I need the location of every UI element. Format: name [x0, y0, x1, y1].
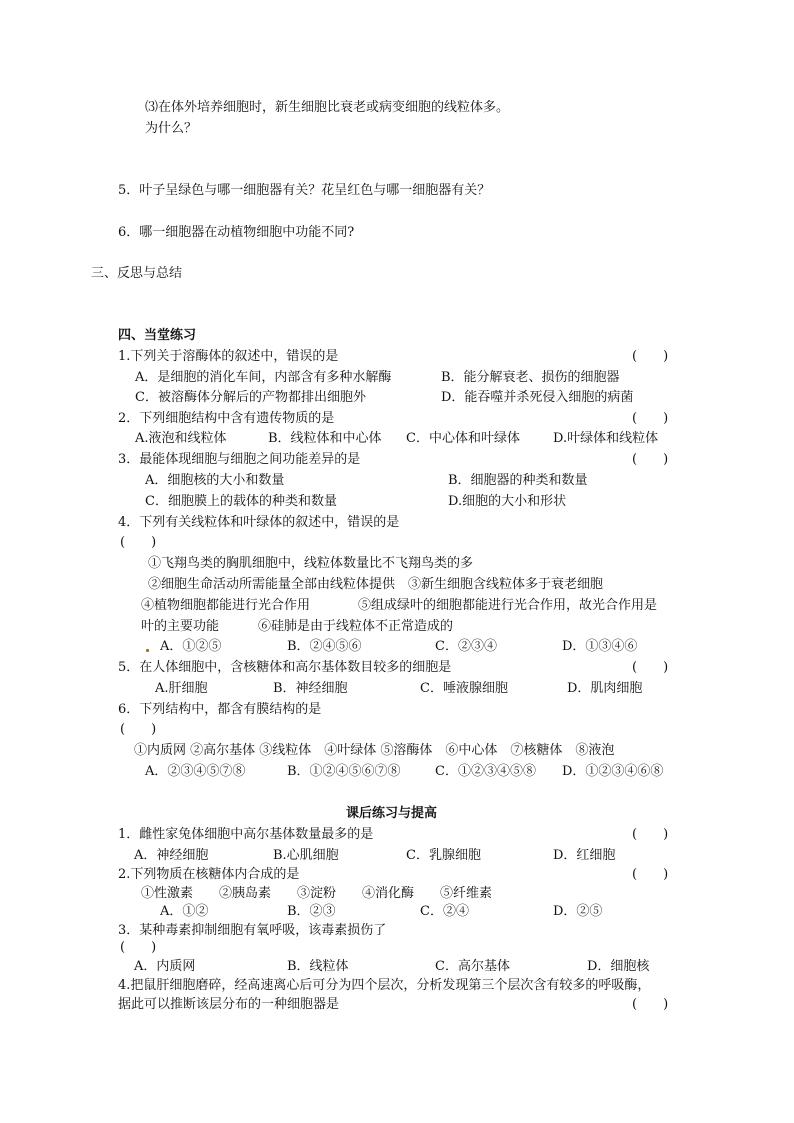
- question-3-line1: ⑶在体外培养细胞时，新生细胞比衰老或病变细胞的线粒体多。: [145, 100, 510, 115]
- section-4-heading: 四、当堂练习: [118, 328, 197, 343]
- s4-q5-stem: 5．在人体细胞中，含核糖体和高尔基体数目较多的细胞是: [118, 660, 452, 675]
- s4-q6-option-a: A．②③④⑤⑦⑧: [145, 764, 246, 779]
- stray-mark: [146, 649, 149, 652]
- s4-q4-statement-5-cont: 叶的主要功能: [141, 619, 220, 634]
- s4-q2-stem: 2．下列细胞结构中含有遗传物质的是: [118, 411, 335, 426]
- s4-q1-stem: 1.下列关于溶酶体的叙述中，错误的是: [118, 349, 339, 364]
- s4-q4-option-b: B．②④⑤⑥: [287, 639, 362, 654]
- answer-blank: ( ): [120, 722, 157, 737]
- answer-blank: ( ): [632, 827, 669, 842]
- s4-q4-statement-1: ①飞翔鸟类的胸肌细胞中，线粒体数量比不飞翔鸟类的多: [148, 556, 474, 571]
- s4-q4-stem: 4．下列有关线粒体和叶绿体的叙述中，错误的是: [118, 515, 400, 530]
- ac-q2-items: ①性激素 ②胰岛素 ③淀粉 ④消化酶 ⑤纤维素: [141, 886, 493, 901]
- s4-q6-option-b: B．①②④⑤⑥⑦⑧: [287, 764, 401, 779]
- s4-q3-option-d: D.细胞的大小和形状: [448, 494, 567, 509]
- ac-q1-option-c: C．乳腺细胞: [406, 848, 481, 863]
- answer-blank: ( ): [632, 349, 669, 364]
- ac-q3-option-a: A．内质网: [134, 959, 196, 974]
- ac-q4-line1: 4.把鼠肝细胞磨碎，经高速离心后可分为四个层次，分析发现第三个层次含有较多的呼吸酶，: [118, 978, 651, 993]
- s4-q5-option-d: D．肌肉细胞: [567, 681, 643, 696]
- ac-q2-option-a: A．①②: [160, 904, 209, 919]
- s4-q4-statement-6: ⑥硅肺是由于线粒体不正常造成的: [258, 619, 454, 634]
- s4-q4-statement-2-3: ②细胞生命活动所需能量全部由线粒体提供 ③新生细胞含线粒体多于衰老细胞: [148, 577, 604, 592]
- after-class-heading: 课后练习与提高: [346, 806, 438, 821]
- ac-q2-option-d: D．②⑤: [553, 904, 603, 919]
- s4-q3-option-c: C．细胞膜上的载体的种类和数量: [145, 494, 337, 509]
- question-6: 6．哪一细胞器在动植物细胞中功能不同?: [118, 225, 355, 240]
- ac-q1-option-d: D．红细胞: [553, 848, 616, 863]
- s4-q3-stem: 3．最能体现细胞与细胞之间功能差异的是: [118, 452, 361, 467]
- answer-blank: ( ): [632, 452, 669, 467]
- s4-q3-option-b: B．细胞器的种类和数量: [448, 473, 588, 488]
- question-5: 5．叶子呈绿色与哪一细胞器有关？花呈红色与哪一细胞器有关？: [118, 183, 491, 198]
- s4-q2-option-d: D.叶绿体和线粒体: [553, 431, 659, 446]
- section-3-heading: 三、反思与总结: [91, 266, 183, 281]
- ac-q3-option-d: D．细胞核: [587, 959, 650, 974]
- s4-q6-option-c: C．①②③④⑤⑧: [435, 764, 536, 779]
- answer-blank: ( ): [120, 940, 157, 955]
- ac-q1-option-b: B.心肌细胞: [273, 848, 339, 863]
- ac-q4-line2: 据此可以推断该层分布的一种细胞器是: [118, 997, 340, 1012]
- s4-q6-items: ①内质网 ②高尔基体 ③线粒体 ④叶绿体 ⑤溶酶体 ⑥中心体 ⑦核糖体 ⑧液泡: [134, 743, 615, 758]
- s4-q4-statement-5: ⑤组成绿叶的细胞都能进行光合作用，故光合作用是: [358, 598, 658, 613]
- s4-q3-option-a: A．细胞核的大小和数量: [145, 473, 285, 488]
- s4-q5-option-c: C．唾液腺细胞: [420, 681, 508, 696]
- ac-q2-stem: 2.下列物质在核糖体内合成的是: [118, 867, 300, 882]
- s4-q4-option-d: D．①③④⑥: [562, 639, 638, 654]
- s4-q1-option-b: B．能分解衰老、损伤的细胞器: [441, 370, 620, 385]
- answer-blank: ( ): [632, 660, 669, 675]
- s4-q6-stem: 6．下列结构中，都含有膜结构的是: [118, 702, 322, 717]
- answer-blank: ( ): [632, 411, 669, 426]
- s4-q4-option-a: A．①②⑤: [160, 639, 222, 654]
- s4-q4-option-c: C．②③④: [435, 639, 497, 654]
- s4-q1-option-c: C．被溶酶体分解后的产物都排出细胞外: [135, 390, 366, 405]
- ac-q3-option-c: C．高尔基体: [435, 959, 510, 974]
- ac-q1-stem: 1．雌性家兔体细胞中高尔基体数量最多的是: [118, 827, 374, 842]
- ac-q3-option-b: B．线粒体: [287, 959, 349, 974]
- question-3-line2: 为什么？: [145, 121, 198, 136]
- s4-q6-option-d: D．①②③④⑥⑧: [562, 764, 664, 779]
- answer-blank: ( ): [120, 535, 157, 550]
- s4-q5-option-b: B．神经细胞: [273, 681, 348, 696]
- ac-q2-option-b: B．②③: [287, 904, 336, 919]
- answer-blank: ( ): [632, 997, 669, 1012]
- s4-q2-option-c: C．中心体和叶绿体: [406, 431, 520, 446]
- answer-blank: ( ): [632, 867, 669, 882]
- s4-q5-option-a: A.肝细胞: [155, 681, 208, 696]
- ac-q1-option-a: A．神经细胞: [134, 848, 209, 863]
- s4-q1-option-d: D．能吞噬并杀死侵入细胞的病菌: [441, 390, 634, 405]
- s4-q2-option-b: B．线粒体和中心体: [268, 431, 382, 446]
- s4-q2-option-a: A.液泡和线粒体: [135, 431, 227, 446]
- ac-q2-option-c: C．②④: [420, 904, 469, 919]
- ac-q3-stem: 3．某种毒素抑制细胞有氧呼吸，该毒素损伤了: [118, 923, 387, 938]
- s4-q1-option-a: A．是细胞的消化车间，内部含有多种水解酶: [135, 370, 392, 385]
- s4-q4-statement-4: ④植物细胞都能进行光合作用: [141, 598, 311, 613]
